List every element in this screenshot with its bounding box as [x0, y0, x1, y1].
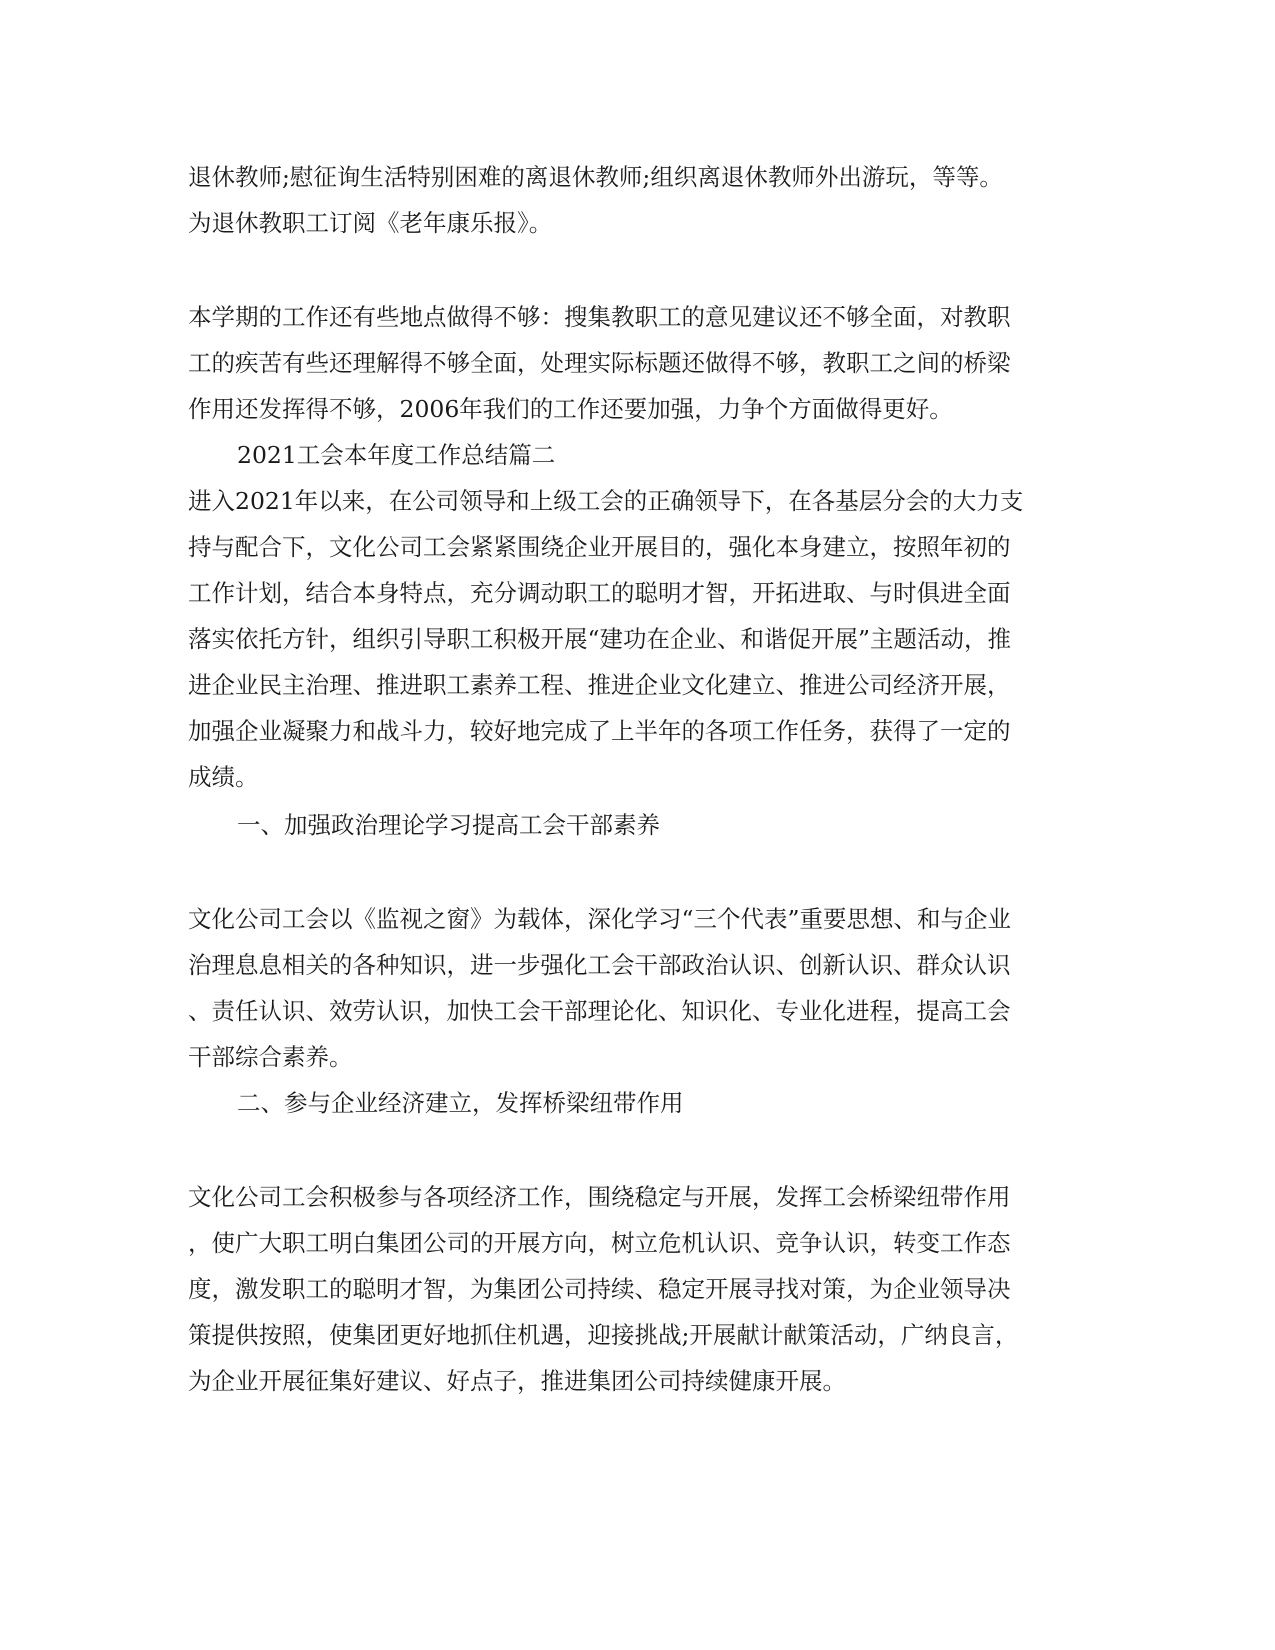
- text-line: 进入2021年以来，在公司领导和上级工会的正确领导下，在各基层分会的大力支: [188, 487, 1024, 515]
- text-line: 成绩。: [188, 763, 259, 791]
- text-line: 进企业民主治理、推进职工素养工程、推进企业文化建立、推进公司经济开展，: [188, 671, 1011, 699]
- text-line: 工作计划，结合本身特点，充分调动职工的聪明才智，开拓进取、与时俱进全面: [188, 579, 1011, 607]
- text-line: 落实依托方针，组织引导职工积极开展“建功在企业、和谐促开展”主题活动，推: [188, 625, 1012, 653]
- section-heading: 二、参与企业经济建立，发挥桥梁纽带作用: [237, 1089, 684, 1117]
- text-line: 文化公司工会以《监视之窗》为载体，深化学习“三个代表”重要思想、和与企业: [188, 905, 1012, 933]
- text-line: 文化公司工会积极参与各项经济工作，围绕稳定与开展，发挥工会桥梁纽带作用: [188, 1183, 1011, 1211]
- text-line: 为企业开展征集好建议、好点子，推进集团公司持续健康开展。: [188, 1367, 846, 1395]
- text-line: 工的疾苦有些还理解得不够全面，处理实际标题还做得不够，教职工之间的桥梁: [188, 349, 1011, 377]
- text-line: 策提供按照，使集团更好地抓住机遇，迎接挑战;开展献计献策活动，广纳良言，: [188, 1321, 1019, 1349]
- text-line: ，使广大职工明白集团公司的开展方向，树立危机认识、竞争认识，转变工作态: [188, 1229, 1011, 1257]
- text-line: 为退休教职工订阅《老年康乐报》。: [188, 209, 553, 237]
- text-line: 持与配合下，文化公司工会紧紧围绕企业开展目的，强化本身建立，按照年初的: [188, 533, 1011, 561]
- text-line: 加强企业凝聚力和战斗力，较好地完成了上半年的各项工作任务，获得了一定的: [188, 717, 1011, 745]
- text-line: 度，激发职工的聪明才智，为集团公司持续、稳定开展寻找对策，为企业领导决: [188, 1275, 1011, 1303]
- text-line: 干部综合素养。: [188, 1043, 353, 1071]
- text-line: 退休教师;慰征询生活特别困难的离退休教师;组织离退休教师外出游玩，等等。: [188, 163, 1003, 191]
- section-heading: 一、加强政治理论学习提高工会干部素养: [237, 811, 660, 839]
- text-line: 作用还发挥得不够，2006年我们的工作还要加强，力争个方面做得更好。: [188, 395, 953, 423]
- text-line: 、责任认识、效劳认识，加快工会干部理论化、知识化、专业化进程，提高工会: [188, 997, 1011, 1025]
- text-line: 本学期的工作还有些地点做得不够：搜集教职工的意见建议还不够全面，对教职: [188, 303, 1011, 331]
- text-line: 治理息息相关的各种知识，进一步强化工会干部政治认识、创新认识、群众认识: [188, 951, 1011, 979]
- section-heading: 2021工会本年度工作总结篇二: [237, 441, 556, 469]
